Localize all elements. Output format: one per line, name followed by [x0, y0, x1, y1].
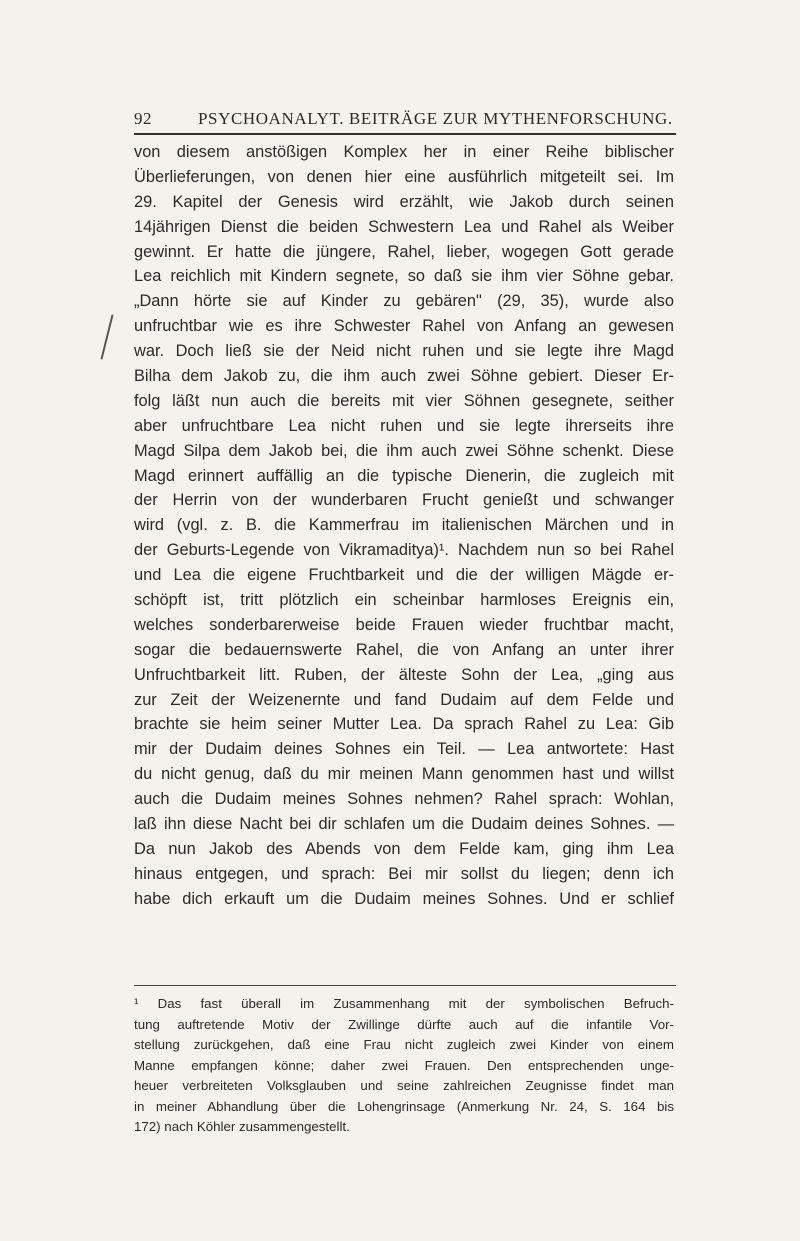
body-line: laß ihn diese Nacht bei dir schlafen um die Dudaim deines Sohnes. —	[134, 815, 674, 834]
body-line: Lea reichlich mit Kindern segnete, so daß sie ihm vier Söhne gebar.	[134, 267, 674, 286]
footnote-line: 172) nach Köhler zusammengestellt.	[134, 1119, 350, 1134]
footnote-line: stellung zurückgehen, daß eine Frau nicht zugleich zwei Kinder von einem	[134, 1037, 674, 1052]
body-line: aber unfruchtbare Lea nicht ruhen und sie legte ihrerseits ihre	[134, 416, 674, 435]
footnote-line: Manne empfangen könne; daher zwei Frauen. Den entsprechenden unge-	[134, 1057, 674, 1073]
body-line: mir der Dudaim deines Sohnes ein Teil. — Lea antwortete: Hast	[134, 740, 674, 759]
body-line: hinaus entgegen, und sprach: Bei mir sollst du liegen; denn ich	[134, 864, 674, 883]
body-line: der Geburts-Legende von Vikramaditya)¹. Nachdem nun so bei Rahel	[134, 541, 674, 560]
body-line: 29. Kapitel der Genesis wird erzählt, wie Jakob durch seinen	[134, 192, 674, 211]
body-line: schöpft ist, tritt plötzlich ein scheinbar harmloses Ereignis ein,	[134, 591, 674, 610]
body-line: und Lea die eigene Fruchtbarkeit und die der willigen Mägde er-	[134, 566, 674, 585]
body-line: von diesem anstößigen Komplex her in einer Reihe biblischer	[134, 143, 674, 161]
footnote-line: ¹ Das fast überall im Zusammenhang mit der symbolischen Befruch-	[134, 996, 674, 1011]
page-header	[134, 104, 676, 134]
body-line: welches sonderbarerweise beide Frauen wieder fruchtbar macht,	[134, 615, 674, 634]
body-line: der Herrin von der wunderbaren Frucht genießt und schwanger	[134, 491, 674, 510]
footnote-line: heuer verbreiteten Volksglauben und seine zahlreichen Zeugnisse findet man	[134, 1078, 674, 1093]
body-line: Überlieferungen, von denen hier eine ausführlich mitgeteilt sei. Im	[134, 167, 674, 186]
running-head: PSYCHOANALYT. BEITRÄGE ZUR MYTHENFORSCHUNG.	[198, 109, 673, 128]
body-line: auch die Dudaim meines Sohnes nehmen? Rahel sprach: Wohlan,	[134, 790, 674, 809]
body-line: Bilha dem Jakob zu, die ihm auch zwei Söhne gebiert. Dieser Er-	[134, 367, 674, 386]
body-line: unfruchtbar wie es ihre Schwester Rahel von Anfang an gewesen	[134, 317, 674, 336]
body-line: brachte sie heim seiner Mutter Lea. Da sprach Rahel zu Lea: Gib	[134, 715, 674, 734]
footnote-line: tung auftretende Motiv der Zwillinge dürfte auch auf die infantile Vor-	[134, 1016, 674, 1032]
header-rule	[134, 133, 676, 135]
body-line: „Dann hörte sie auf Kinder zu gebären" (29, 35), wurde also	[134, 292, 674, 311]
page-number: 92	[134, 109, 152, 128]
body-line: 14jährigen Dienst die beiden Schwestern Lea und Rahel als Weiber	[134, 217, 674, 236]
body-line: sogar die bedauernswerte Rahel, die von Anfang an unter ihrer	[134, 640, 674, 659]
body-line: Magd erinnert auffällig an die typische Dienerin, die zugleich mit	[134, 466, 674, 485]
body-text	[134, 140, 674, 912]
body-line: gewinnt. Er hatte die jüngere, Rahel, lieber, wogegen Gott gerade	[134, 242, 674, 261]
body-line: Da nun Jakob des Abends von dem Felde kam, ging ihm Lea	[134, 839, 674, 858]
body-line: Magd Silpa dem Jakob bei, die ihm auch zwei Söhne schenkt. Diese	[134, 441, 674, 460]
margin-pencil-mark	[100, 314, 113, 359]
body-line: folg läßt nun auch die bereits mit vier Söhnen gesegnete, seither	[134, 391, 674, 410]
body-line: wird (vgl. z. B. die Kammerfrau im italienischen Märchen und in	[134, 516, 674, 535]
body-line: zur Zeit der Weizenernte und fand Dudaim auf dem Felde und	[134, 690, 674, 709]
footnote-rule	[134, 985, 676, 986]
body-line: habe dich erkauft um die Dudaim meines Sohnes. Und er schlief	[134, 889, 674, 908]
footnote-block	[134, 994, 674, 1138]
body-line: du nicht genug, daß du mir meinen Mann genommen hast und willst	[134, 765, 674, 784]
body-line: Unfruchtbarkeit litt. Ruben, der älteste Sohn der Lea, „ging aus	[134, 665, 674, 684]
body-line: war. Doch ließ sie der Neid nicht ruhen und sie legte ihre Magd	[134, 342, 674, 361]
footnote-line: in meiner Abhandlung über die Lohengrinsage (Anmerkung Nr. 24, S. 164 bis	[134, 1098, 674, 1114]
